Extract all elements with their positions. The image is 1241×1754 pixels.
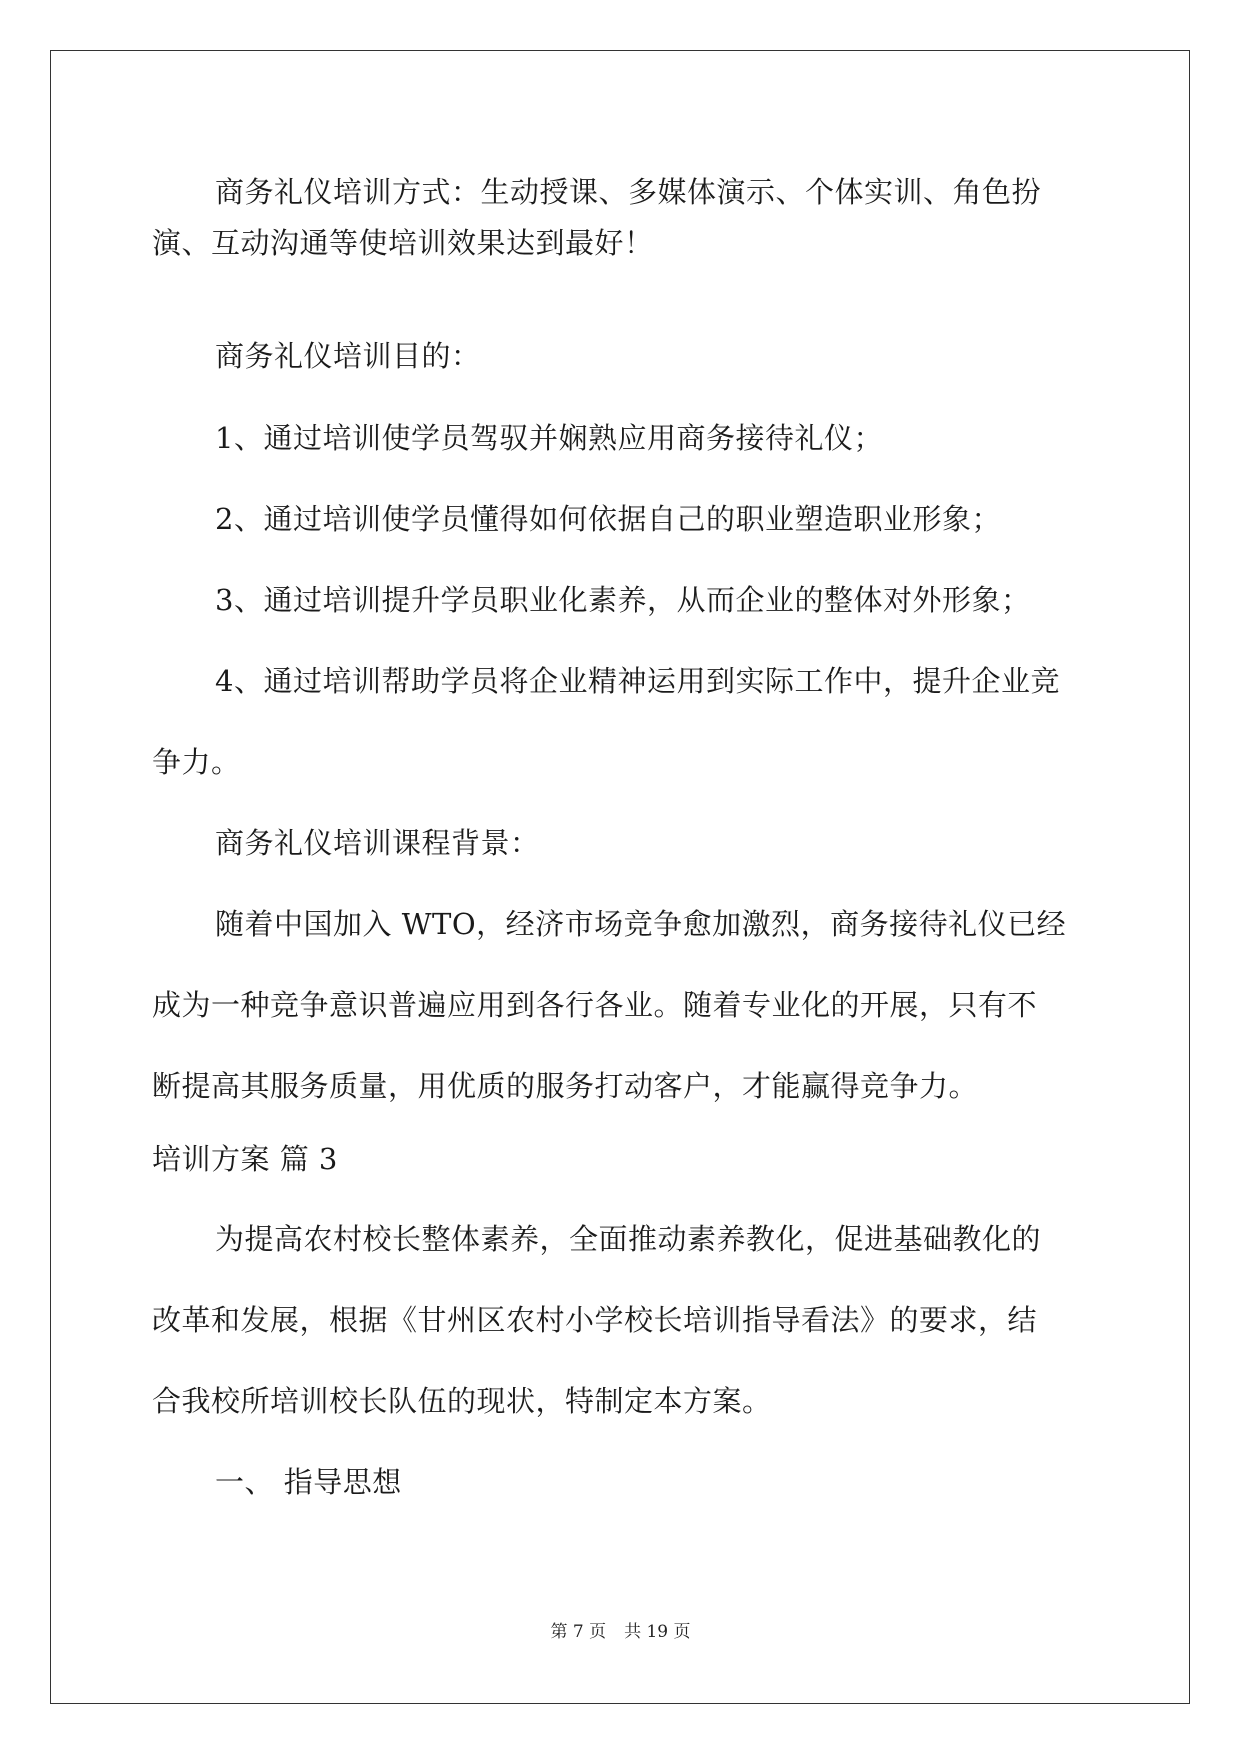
paragraph-line: 合我校所培训校长队伍的现状，特制定本方案。 bbox=[152, 1384, 772, 1418]
list-item-continuation: 争力。 bbox=[152, 745, 241, 779]
paragraph-line: 成为一种竞争意识普遍应用到各行各业。随着专业化的开展，只有不 bbox=[152, 988, 1038, 1022]
paragraph-line: 断提高其服务质量，用优质的服务打动客户，才能赢得竞争力。 bbox=[152, 1069, 979, 1103]
paragraph-line: 为提高农村校长整体素养，全面推动素养教化，促进基础教化的 bbox=[215, 1222, 1042, 1256]
page-border bbox=[50, 50, 1190, 1704]
section-heading: 商务礼仪培训课程背景： bbox=[215, 826, 540, 860]
list-item: 1、通过培训使学员驾驭并娴熟应用商务接待礼仪； bbox=[215, 421, 883, 455]
page-footer bbox=[0, 1621, 1241, 1643]
paragraph-line: 改革和发展，根据《甘州区农村小学校长培训指导看法》的要求，结 bbox=[152, 1303, 1038, 1337]
list-item: 2、通过培训使学员懂得如何依据自己的职业塑造职业形象； bbox=[215, 502, 1001, 536]
section-heading: 一、 指导思想 bbox=[215, 1465, 402, 1499]
paragraph-line: 随着中国加入 WTO，经济市场竞争愈加激烈，商务接待礼仪已经 bbox=[215, 907, 1067, 941]
page-number: 第 7 页 bbox=[550, 1622, 607, 1642]
paragraph-line: 商务礼仪培训方式：生动授课、多媒体演示、个体实训、角色扮 bbox=[215, 175, 1042, 209]
chapter-title: 培训方案 篇 3 bbox=[152, 1142, 338, 1176]
page-total: 共 19 页 bbox=[624, 1622, 691, 1642]
section-heading: 商务礼仪培训目的： bbox=[215, 339, 481, 373]
list-item: 4、通过培训帮助学员将企业精神运用到实际工作中，提升企业竞 bbox=[215, 664, 1060, 698]
paragraph-line: 演、互动沟通等使培训效果达到最好！ bbox=[152, 226, 654, 260]
list-item: 3、通过培训提升学员职业化素养，从而企业的整体对外形象； bbox=[215, 583, 1031, 617]
